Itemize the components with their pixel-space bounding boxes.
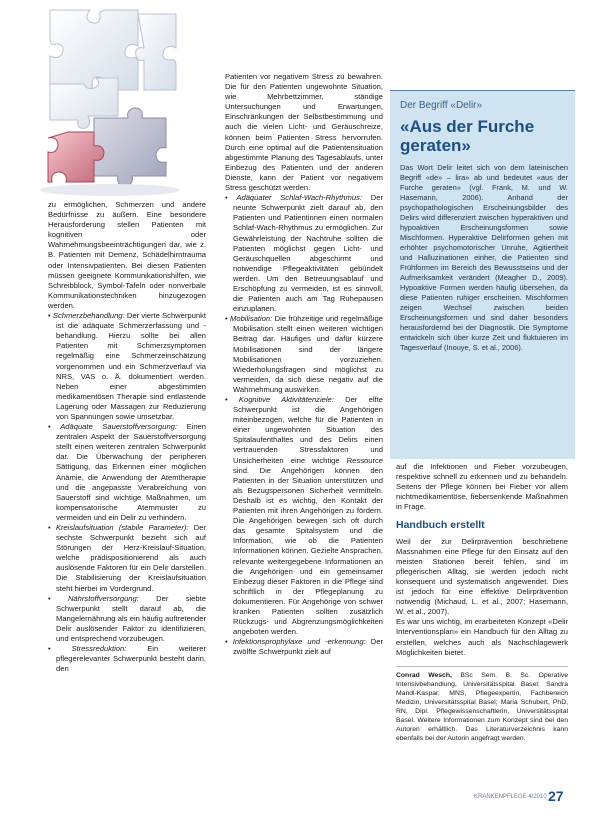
- section-heading: Handbuch erstellt: [396, 519, 485, 532]
- bullet-lead: Nährstoffversorgung:: [67, 593, 139, 603]
- contact-name: Conrad Wesch,: [396, 671, 452, 679]
- box-title: «Aus der Furche geraten»: [400, 117, 535, 155]
- author-contact: [396, 666, 568, 743]
- bullet-item: • Schmerzbehandlung: Der vierte Schwerpunkt ist die adäquate Schmerzerfassung und -behandlung. Hierzu sollte bei allen Patienten mit Schmerzsymptomen regelmäßig eine Schmerzeinschätzung vorgenommen und ein Schmerzverlauf via NRS, VAS o. Ä. dokumentiert werden. Neben einer abgestimmten medikamentösen Therapie sind entlastende Lagerung oder Massagen zur Reduzierung von Spannungen sowie umsetzbar.: [48, 311, 206, 421]
- paragraph: Es war uns wichtig, im erarbeiteten Konzept «Delir Interventionsplan» ein Handbuch für den Alltag zu erstellen, welches auch als Nachschlagewerk Möglichkeiten bietet.: [396, 617, 568, 657]
- contact-text: BSc Sem. B. Sc. Operative Intensivbehandlung, Universitätsspital Basel; Sandra Mandl-Kaspar, MNS, Pflegeexpertin, Fachbereich Medizin, Universitätsspital Basel; Maria Schubert, PhD, RN, Dipl. Pflegewissenschaftlerin, Universitätsspital Basel. Weitere Informationen zum Konzept sind bei den Autoren erhältlich. Das Literaturverzeichnis kann ebenfalls bei der Autorin angefragt werden.: [396, 671, 569, 742]
- bullet-item: • Nährstoffversorgung: Der siebte Schwerpunkt stellt darauf ab, die Mangelernährung als ein häufig auftretender Delir auslösender Faktor zu identifizieren, und entsprechend vorzubeugen.: [48, 593, 206, 644]
- puzzle-piece-gray: [94, 108, 166, 186]
- bullet-lead: Adäquater Schlaf-Wach-Rhythmus:: [236, 193, 362, 203]
- puzzle-illustration: [10, 0, 210, 200]
- bullet-text: Der sechste Schwerpunkt bezieht sich auf Störungen der Herz-Kreislauf-Situation, welche prädispositionierend als auch auslösende Faktoren für ein Delir darstellen. Die Stabilisierung der Kreislaufsituation steht hierbei im Vordergrund.: [56, 523, 206, 593]
- bullet-text: Die frühzeitige und regelmäßige Mobilisation stellt einen weiteren wichtigen Beitrag dar. Häufiges und dafür kürzere Mobilisationen sind der längere Mobilisationen vorzuziehen. Wiederholungsfragen sind möglichst zu vermeiden, da sich diese negativ auf die Wahrnehmung auswirken.: [233, 314, 383, 394]
- bullet-lead: Infektionsprophylaxe und -erkennung:: [232, 637, 366, 647]
- info-box-delir: [390, 90, 575, 459]
- bullet-text: Der zwölfte Schwerpunkt zielt auf: [233, 637, 383, 657]
- bullet-lead: Kreislaufsituation (stabile Parameter):: [55, 523, 189, 532]
- bullet-item: • Mobilisation: Die frühzeitige und regelmäßige Mobilisation stellt einen weiteren wichtigen Beitrag dar. Häufiges und dafür kürzere Mobilisationen sind der längere Mobilisationen vorzuziehen. Wiederholungsfragen sind möglichst zu vermeiden, da sich diese negativ auf die Wahrnehmung auswirken.: [225, 314, 383, 394]
- journal-footer: KRANKENPFLEGE 4/2010: [474, 794, 547, 800]
- bullet-lead: Kognitive Aktivitätenziele:: [238, 395, 334, 404]
- paragraph: Weil der zur Delirprävention beschriebene Massnahmen eine Pflege für den Einsatz auf den meisten Stationen bereit fehlen, sind im pflegerischen Alltag, sie werden jedoch nicht konsequent und systematisch angewendet. Dies ist jedoch für eine effektive Delirprävention notwendig (Michaud, L. et al., 2007; Hasemann, W. et al., 2007).: [396, 536, 568, 617]
- text-column-1: [48, 200, 206, 674]
- bullet-item: • Kreislaufsituation (stabile Parameter): Der sechste Schwerpunkt bezieht sich auf Störungen der Herz-Kreislauf-Situation, welche prädispositionierend als auch auslösende Faktoren für ein Delir darstellen. Die Stabilisierung der Kreislaufsituation steht hierbei im Vordergrund.: [48, 523, 206, 593]
- bullet-text: Der neunte Schwerpunkt zielt darauf ab, den Patienten und Patientinnen einen normalen Schlaf-Wach-Rhythmus zu ermöglichen. Zur Gewährleistung der Nachtruhe sollten die Patienten möglichst gegen Licht- und Geräuschquellen abgeschirmt und notwendige Pflegeaktivitäten gebündelt werden. Um den Betreuungsablauf und Erschöpfung zu vermeiden, ist es sinnvoll, die Patienten auch am Tag Ruhepausen einzuplanen.: [233, 193, 383, 314]
- bullet-item: • Stressreduktion: Ein weiterer pflegerelevanter Schwerpunkt besteht darin, den: [48, 644, 206, 674]
- text-column-2: [225, 72, 383, 657]
- bullet-text: Der elfte Schwerpunkt ist die Angehörigen miteinbezogen, welche für die Patienten in einer ungewohnten Situation des Spitalaufenthaltes und des Delirs einen vertrauenden Stressfaktoren und Unsicherheiten eine wichtige Ressource sind. Die Angehörigen können den Patienten in der Situation unterstützen und als Bezugspersonen Sicherheit vermitteln. Deshalb ist es wichtig, den Kontakt der Patienten mit ihren Angehörigen zu fördern. Die Angehörigen bewegen sich oft durch das gesamte Spitalsystem und die Information, wie ob die Patienten Informationen können. Gezielte Ansprachen, relevante weitergegebene Informationen an die Angehörigen und ein gemeinsamer Einbezug dieser Faktoren in die Pflege sind schriftlich in der Pflegeplanung zu dokumentieren. Für Angehörige von schwer kranken Patienten sollten zusätzlich Rückzugs- und Abgrenzungsmöglichkeiten angeboten werden.: [233, 395, 383, 637]
- paragraph: auf die Infektionen und Fieber vorzubeugen, respektive schnell zu erkennen und zu behandeln. Seitens der Pflege können bei Fieber vor allem nichtmedikamentöse, fiebersenkende Maßnahmen in Frage.: [396, 462, 568, 512]
- box-body: Das Wort Delir leitet sich von dem lateinischen Begriff «de» – lira» ab und bedeutet «aus der Furche geraten» (vgl. Frank, M. und W. Hasemann, 2006). Anhand der psychopathologischen Erscheinungsbilder des Delirs wird differenziert zwischen hyperaktiven und hypoaktiven Erscheinungsformen sowie Mischformen. Hyperaktive Delirformen gehen mit erhöhter psychomotorischer Unruhe, Agitiertheit und Halluzinationen einher, die Patienten sind Frühformen im Bereich des Bewusstseins und der Aufmerksamkeit verändert (Meagher D., 2009). Hypoaktive Formen werden häufig übersehen, da diese Patienten ruhiger erscheinen. Mischformen zeigen Wechsel zwischen beiden Erscheinungsformen und sind daher besonders herausfordernd bei der Diagnostik. Die Symptome entwickeln sich über kurze Zeit und fluktuieren im Tagesverlauf (Inouye, S. et al., 2006).: [400, 163, 568, 352]
- bullet-text: Einen zentralen Aspekt der Sauerstoffversorgung stellt einen weiteren zentralen Schwerpunkt dar. Die Überwachung der peripheren Sättigung, das Erkennen einer möglichen Anämie, die Anwendung der Atemtherapie und die angepasste Verabreichung von Sauerstoff sind wichtige Maßnahmen, um kompensatorische Atemmuster zu vermeiden und ein Delir zu verhindern.: [56, 422, 206, 522]
- bullet-item: • Infektionsprophylaxe und -erkennung: Der zwölfte Schwerpunkt zielt auf: [225, 637, 383, 657]
- bullet-text: Ein weiterer pflegerelevanter Schwerpunkt besteht darin, den: [56, 644, 206, 674]
- bullet-item: • Adäquate Sauerstoffversorgung: Einen zentralen Aspekt der Sauerstoffversorgung stellt einen weiteren zentralen Schwerpunkt dar. Die Überwachung der peripheren Sättigung, das Erkennen einer möglichen Anämie, die Anwendung der Atemtherapie und die angepasste Verabreichung von Sauerstoff sind wichtige Maßnahmen, um kompensatorische Atemmuster zu vermeiden und ein Delir zu verhindern.: [48, 422, 206, 522]
- bullet-lead: Schmerzbehandlung:: [52, 311, 125, 321]
- page-number: 27: [548, 788, 564, 804]
- paragraph: zu ermöglichen, Schmerzen und andere Bedürfnisse zu äußern. Eine besondere Herausforderung stellen Patienten mit kognitiven oder Wahrnehmungsbeeinträchtigungen dar, wie z. B. Patienten mit Demenz, Schädelhirntrauma oder Intensivpatienten. Bei diesen Patienten müssen geeignete Kommunikationshilfen, wie Schreibblock, Symbol-Tafeln oder nonverbale Kommunikationstechniken hinzugezogen werden.: [48, 200, 206, 310]
- bullet-item: • Adäquater Schlaf-Wach-Rhythmus: Der neunte Schwerpunkt zielt darauf ab, den Patienten und Patientinnen einen normalen Schlaf-Wach-Rhythmus zu ermöglichen. Zur Gewährleistung der Nachtruhe sollten die Patienten möglichst gegen Licht- und Geräuschquellen abgeschirmt und notwendige Pflegeaktivitäten gebündelt werden. Um den Betreuungsablauf und Erschöpfung zu vermeiden, ist es sinnvoll, die Patienten auch am Tag Ruhepausen einzuplanen.: [225, 193, 383, 314]
- text-column-3: [396, 462, 568, 743]
- bullet-lead: Adäquate Sauerstoffversorgung:: [60, 422, 177, 432]
- bullet-text: Der siebte Schwerpunkt stellt darauf ab, die Mangelernährung als ein häufig auftretender Delir auslösender Faktor zu identifizieren, und entsprechend vorzubeugen.: [56, 593, 206, 644]
- bullet-item: • Kognitive Aktivitätenziele: Der elfte Schwerpunkt ist die Angehörigen miteinbezogen, welche für die Patienten in einer ungewohnten Situation des Spitalaufenthaltes und des Delirs einen vertrauenden Stressfaktoren und Unsicherheiten eine wichtige Ressource sind. Die Angehörigen können den Patienten in der Situation unterstützen und als Bezugspersonen Sicherheit vermitteln. Deshalb ist es wichtig, den Kontakt der Patienten mit ihren Angehörigen zu fördern. Die Angehörigen bewegen sich oft durch das gesamte Spitalsystem und die Information, wie ob die Patienten Informationen können. Gezielte Ansprachen, relevante weitergegebene Informationen an die Angehörigen und ein gemeinsamer Einbezug dieser Faktoren in die Pflege sind schriftlich in der Pflegeplanung zu dokumentieren. Für Angehörige von schwer kranken Patienten sollten zusätzlich Rückzugs- und Abgrenzungsmöglichkeiten angeboten werden.: [225, 395, 383, 637]
- bullet-text: Der vierte Schwerpunkt ist die adäquate Schmerzerfassung und -behandlung. Hierzu sollte bei allen Patienten mit Schmerzsymptomen regelmäßig eine Schmerzeinschätzung vorgenommen und ein Schmerzverlauf via NRS, VAS o. Ä. dokumentiert werden. Neben einer abgestimmten medikamentösen Therapie sind entlastende Lagerung oder Massagen zur Reduzierung von Spannungen sowie umsetzbar.: [56, 311, 206, 421]
- box-kicker: Der Begriff «Delir»: [400, 100, 483, 111]
- paragraph: Patienten vor negativem Stress zu bewahren. Die für den Patienten ungewohnte Situation, wie Mehrbettzimmer, ständige Untersuchungen und Erwartungen, Einschränkungen der Selbstbestimmung und auch die vielen Licht- und Geräuschreize, können beim Patienten Stress hervorrufen. Durch eine optimal auf die Patientensituation abgestimmte Planung des Tagesablaufs, unter Einbezug des Patienten und der anderen Dienste, kann der Patient vor negativem Stress geschützt werden.: [225, 72, 383, 193]
- bullet-lead: Mobilisation:: [230, 314, 273, 324]
- bullet-lead: Stressreduktion:: [71, 644, 127, 654]
